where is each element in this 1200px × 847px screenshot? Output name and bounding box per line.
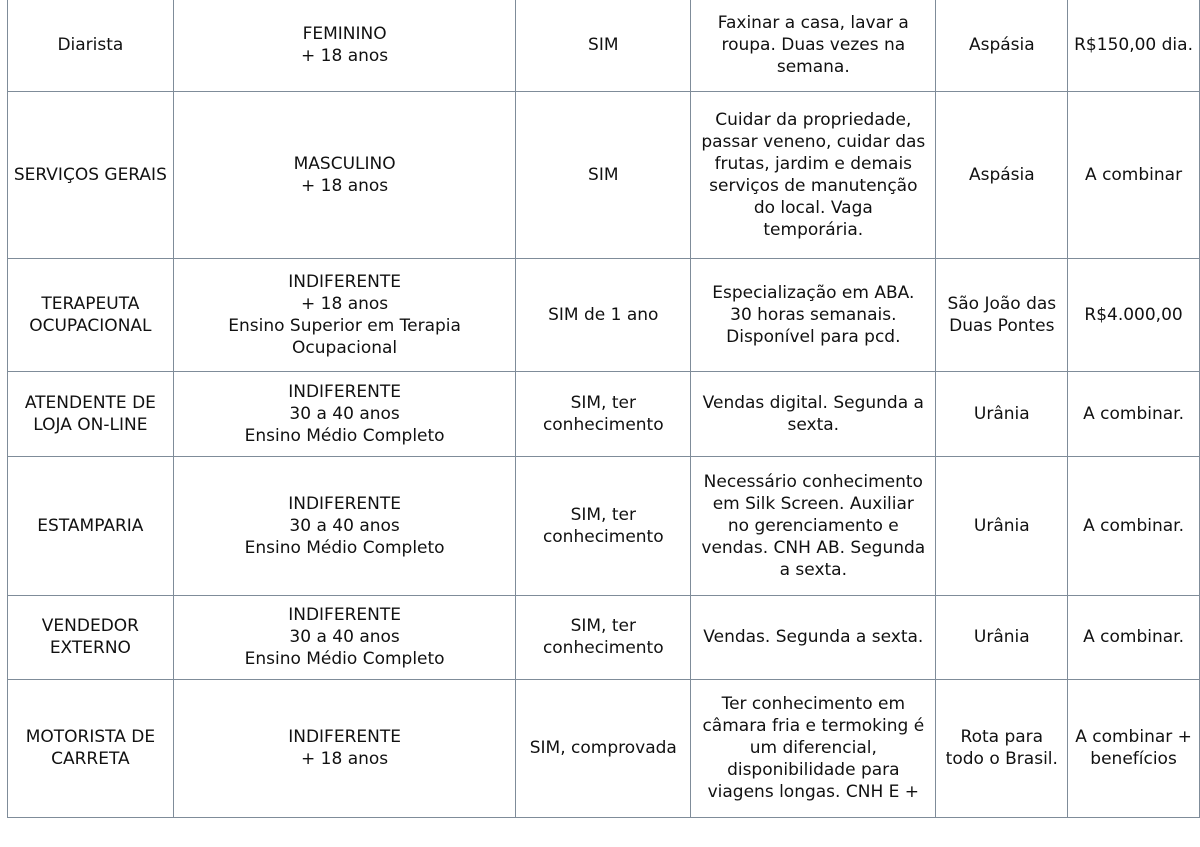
table-row: [8, 679, 1200, 817]
requirements-cell: MASCULINO + 18 anos: [173, 91, 516, 258]
experience-cell: SIM, comprovada: [516, 679, 691, 817]
experience-cell: SIM, ter conhecimento: [516, 456, 691, 595]
salary-cell: A combinar.: [1068, 371, 1200, 456]
job-title-cell: MOTORISTA DE CARRETA: [8, 679, 174, 817]
table-row: [8, 91, 1200, 258]
city-cell: Urânia: [936, 595, 1068, 679]
salary-cell: A combinar.: [1068, 456, 1200, 595]
requirements-cell: INDIFERENTE + 18 anos Ensino Superior em Terapia Ocupacional: [173, 258, 516, 371]
city-cell: Aspásia: [936, 0, 1068, 91]
experience-cell: SIM: [516, 91, 691, 258]
table-row: [8, 0, 1200, 91]
salary-cell: A combinar.: [1068, 595, 1200, 679]
job-title-cell: VENDEDOR EXTERNO: [8, 595, 174, 679]
requirements-cell: INDIFERENTE 30 a 40 anos Ensino Médio Completo: [173, 456, 516, 595]
requirements-cell: INDIFERENTE + 18 anos: [173, 679, 516, 817]
requirements-cell: INDIFERENTE 30 a 40 anos Ensino Médio Completo: [173, 595, 516, 679]
experience-cell: SIM: [516, 0, 691, 91]
experience-cell: SIM, ter conhecimento: [516, 595, 691, 679]
job-title-cell: ATENDENTE DE LOJA ON-LINE: [8, 371, 174, 456]
description-cell: Vendas digital. Segunda a sexta.: [691, 371, 936, 456]
city-cell: Rota para todo o Brasil.: [936, 679, 1068, 817]
job-title-cell: TERAPEUTA OCUPACIONAL: [8, 258, 174, 371]
salary-cell: R$150,00 dia.: [1068, 0, 1200, 91]
job-title-cell: ESTAMPARIA: [8, 456, 174, 595]
description-cell: Especialização em ABA. 30 horas semanais. Disponível para pcd.: [691, 258, 936, 371]
requirements-cell: FEMININO + 18 anos: [173, 0, 516, 91]
city-cell: Urânia: [936, 371, 1068, 456]
description-cell: Faxinar a casa, lavar a roupa. Duas vezes na semana.: [691, 0, 936, 91]
requirements-cell: INDIFERENTE 30 a 40 anos Ensino Médio Completo: [173, 371, 516, 456]
salary-cell: A combinar: [1068, 91, 1200, 258]
job-title-cell: Diarista: [8, 0, 174, 91]
experience-cell: SIM, ter conhecimento: [516, 371, 691, 456]
experience-cell: SIM de 1 ano: [516, 258, 691, 371]
description-cell: Cuidar da propriedade, passar veneno, cuidar das frutas, jardim e demais serviços de manutenção do local. Vaga temporária.: [691, 91, 936, 258]
salary-cell: R$4.000,00: [1068, 258, 1200, 371]
table-row: [8, 456, 1200, 595]
description-cell: Vendas. Segunda a sexta.: [691, 595, 936, 679]
city-cell: Urânia: [936, 456, 1068, 595]
job-listings-table: [7, 0, 1200, 818]
salary-cell: A combinar + benefícios: [1068, 679, 1200, 817]
description-cell: Ter conhecimento em câmara fria e termoking é um diferencial, disponibilidade para viagens longas. CNH E +: [691, 679, 936, 817]
city-cell: São João das Duas Pontes: [936, 258, 1068, 371]
table-row: [8, 595, 1200, 679]
description-cell: Necessário conhecimento em Silk Screen. Auxiliar no gerenciamento e vendas. CNH AB. Segunda a sexta.: [691, 456, 936, 595]
city-cell: Aspásia: [936, 91, 1068, 258]
job-title-cell: SERVIÇOS GERAIS: [8, 91, 174, 258]
table-row: [8, 258, 1200, 371]
table-row: [8, 371, 1200, 456]
